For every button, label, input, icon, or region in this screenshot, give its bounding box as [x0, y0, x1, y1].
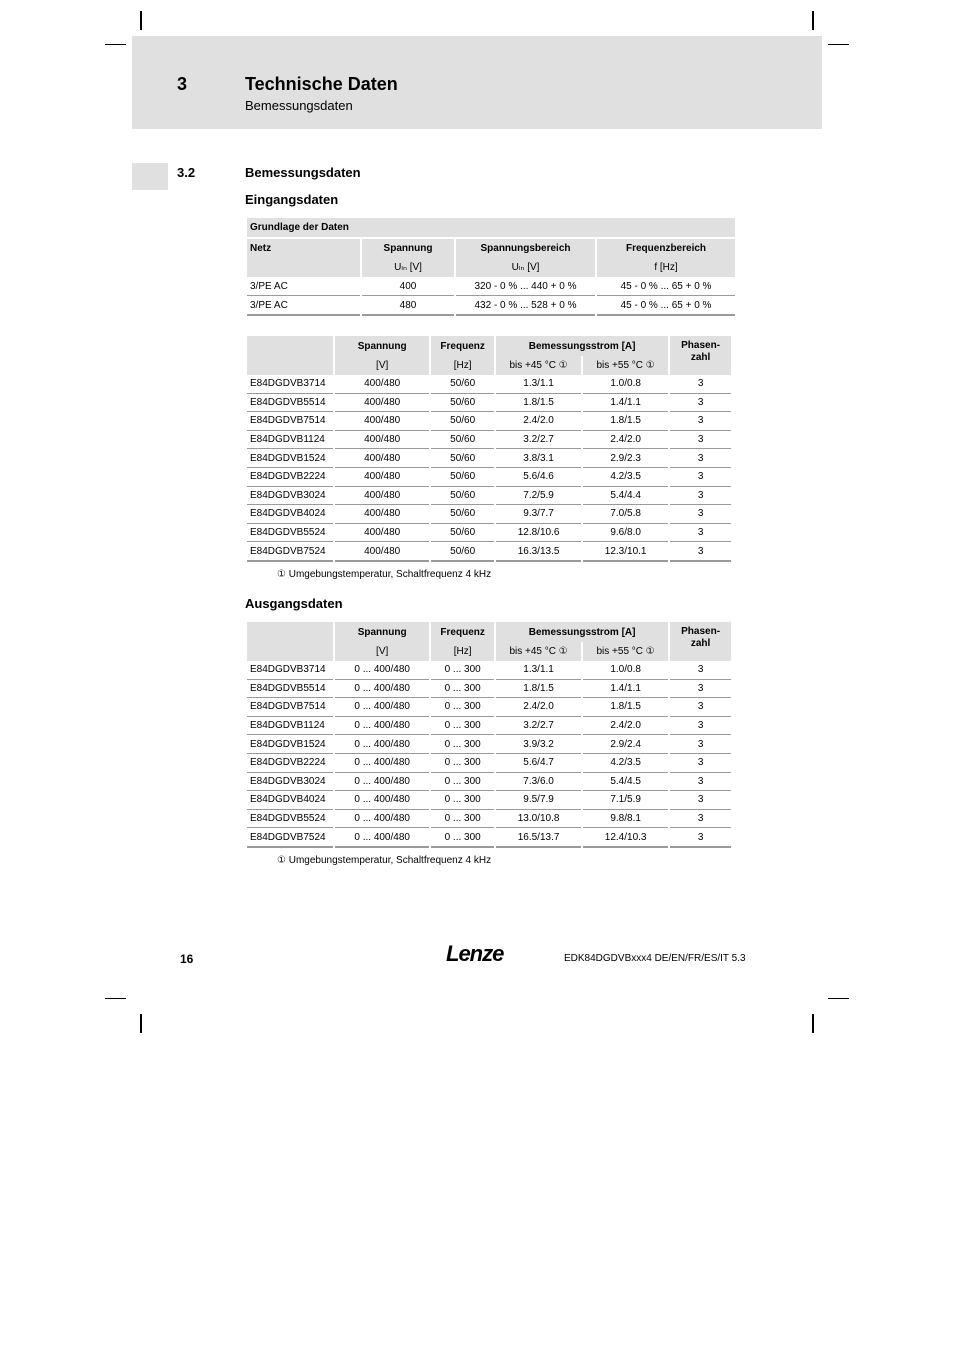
table-cell: 5.6/4.7 — [496, 754, 581, 773]
column-header: Spannung — [335, 336, 429, 356]
table-cell: 50/60 — [431, 412, 494, 431]
input-data-heading: Eingangsdaten — [245, 192, 339, 207]
table-cell: E84DGDVB7524 — [247, 828, 333, 848]
table-cell: 0 ... 300 — [431, 698, 494, 717]
table-cell: 1.0/0.8 — [583, 375, 668, 394]
table-cell: 0 ... 300 — [431, 735, 494, 754]
chapter-title: Technische Daten — [245, 74, 398, 94]
table-cell: 0 ... 400/480 — [335, 810, 429, 829]
section-number: 3.2 — [177, 165, 196, 180]
table-row — [247, 661, 731, 680]
column-header — [247, 336, 333, 375]
table-cell: 7.1/5.9 — [583, 791, 668, 810]
table-cell: 2.4/2.0 — [583, 717, 668, 736]
table-cell: 400 — [362, 277, 454, 296]
table-cell: 16.5/13.7 — [496, 828, 581, 848]
table-cell: 5.4/4.4 — [583, 487, 668, 506]
column-header: Spannung — [335, 622, 429, 642]
table-cell: 3 — [670, 449, 731, 468]
document-reference: EDK84DGDVBxxx4 DE/EN/FR/ES/IT 5.3 — [564, 953, 746, 964]
table-cell: 0 ... 300 — [431, 717, 494, 736]
column-unit: bis +45 °C ① — [496, 642, 581, 661]
column-header — [247, 622, 333, 661]
table-cell: 2.9/2.3 — [583, 449, 668, 468]
table-cell: 1.8/1.5 — [496, 394, 581, 413]
table-cell: E84DGDVB5514 — [247, 394, 333, 413]
table-cell: 50/60 — [431, 487, 494, 506]
table-cell: 3 — [670, 394, 731, 413]
column-unit — [247, 258, 360, 277]
table-cell: 3 — [670, 505, 731, 524]
table-cell: 0 ... 400/480 — [335, 698, 429, 717]
table-row — [247, 717, 731, 736]
table-cell: 1.8/1.5 — [583, 698, 668, 717]
column-unit: bis +45 °C ① — [496, 356, 581, 375]
column-unit: [V] — [335, 356, 429, 375]
column-header: Netz — [247, 237, 360, 258]
table-cell: 50/60 — [431, 505, 494, 524]
table-cell: E84DGDVB2224 — [247, 468, 333, 487]
table-cell: 3.2/2.7 — [496, 717, 581, 736]
table-cell: E84DGDVB1524 — [247, 449, 333, 468]
table-cell: 3.8/3.1 — [496, 449, 581, 468]
table-cell: E84DGDVB1124 — [247, 431, 333, 450]
table-cell: 480 — [362, 296, 454, 316]
table-cell: 0 ... 300 — [431, 754, 494, 773]
table-cell: 3 — [670, 754, 731, 773]
column-unit: Uₗₙ [V] — [456, 258, 595, 277]
table-cell: 3 — [670, 680, 731, 699]
table-cell: 9.8/8.1 — [583, 810, 668, 829]
crop-mark — [812, 11, 814, 30]
chapter-subtitle: Bemessungsdaten — [245, 98, 353, 113]
crop-mark — [105, 998, 126, 999]
table-cell: 5.6/4.6 — [496, 468, 581, 487]
table-row — [247, 828, 731, 848]
table-cell: 50/60 — [431, 468, 494, 487]
table-row — [247, 735, 731, 754]
table-cell: E84DGDVB3024 — [247, 487, 333, 506]
table-cell: 0 ... 400/480 — [335, 773, 429, 792]
table-cell: 45 - 0 % ... 65 + 0 % — [597, 296, 735, 316]
table-row — [247, 449, 731, 468]
input-device-table — [245, 336, 733, 562]
table-cell: 0 ... 300 — [431, 828, 494, 848]
table-cell: 320 - 0 % ... 440 + 0 % — [456, 277, 595, 296]
table-cell: 1.3/1.1 — [496, 661, 581, 680]
table-cell: 2.9/2.4 — [583, 735, 668, 754]
table-cell: 3 — [670, 468, 731, 487]
input-basis-table — [245, 218, 737, 316]
table-cell: E84DGDVB4024 — [247, 791, 333, 810]
table-cell: 50/60 — [431, 431, 494, 450]
table-cell: 0 ... 400/480 — [335, 828, 429, 848]
table-cell: 3 — [670, 773, 731, 792]
table-cell: 400/480 — [335, 524, 429, 543]
table-cell: 1.4/1.1 — [583, 680, 668, 699]
table-cell: 3.2/2.7 — [496, 431, 581, 450]
footnote: ① Umgebungstemperatur, Schaltfrequenz 4 kHz — [277, 569, 492, 580]
table-cell: 7.0/5.8 — [583, 505, 668, 524]
table-cell: 0 ... 400/480 — [335, 754, 429, 773]
table-cell: 3 — [670, 828, 731, 848]
table-cell: 1.8/1.5 — [496, 680, 581, 699]
table-cell: 7.3/6.0 — [496, 773, 581, 792]
chapter-number: 3 — [177, 74, 188, 94]
crop-mark — [828, 998, 849, 999]
table-cell: E84DGDVB3024 — [247, 773, 333, 792]
table-cell: 3 — [670, 412, 731, 431]
table-row — [247, 431, 731, 450]
table-cell: E84DGDVB4024 — [247, 505, 333, 524]
table-cell: 50/60 — [431, 375, 494, 394]
table-cell: 0 ... 400/480 — [335, 735, 429, 754]
table-cell: 3/PE AC — [247, 296, 360, 316]
table-cell: 400/480 — [335, 431, 429, 450]
table-cell: E84DGDVB7514 — [247, 412, 333, 431]
table-cell: E84DGDVB7524 — [247, 542, 333, 562]
table-cell: 13.0/10.8 — [496, 810, 581, 829]
table-cell: 400/480 — [335, 412, 429, 431]
table-cell: 9.3/7.7 — [496, 505, 581, 524]
table-cell: 0 ... 400/480 — [335, 791, 429, 810]
table-cell: 3 — [670, 524, 731, 543]
table-row — [247, 412, 731, 431]
table-row — [247, 810, 731, 829]
column-header: Phasen- zahl — [670, 336, 731, 375]
table-cell: 0 ... 300 — [431, 680, 494, 699]
table-cell: 2.4/2.0 — [583, 431, 668, 450]
table-cell: E84DGDVB3714 — [247, 661, 333, 680]
table-row — [247, 524, 731, 543]
table-cell: 3 — [670, 487, 731, 506]
table-row — [247, 394, 731, 413]
column-unit: bis +55 °C ① — [583, 642, 668, 661]
output-device-table — [245, 622, 733, 848]
table-cell: 400/480 — [335, 505, 429, 524]
table-cell: 16.3/13.5 — [496, 542, 581, 562]
column-unit: [V] — [335, 642, 429, 661]
table-row — [247, 375, 731, 394]
table-cell: 400/480 — [335, 394, 429, 413]
table-cell: 7.2/5.9 — [496, 487, 581, 506]
column-unit: Uₗₙ [V] — [362, 258, 454, 277]
table-cell: 3 — [670, 717, 731, 736]
table-row — [247, 698, 731, 717]
table-cell: 3 — [670, 542, 731, 562]
table-cell: 4.2/3.5 — [583, 468, 668, 487]
column-header: Bemessungsstrom [A] — [496, 336, 668, 356]
column-unit: [Hz] — [431, 642, 494, 661]
crop-mark — [105, 44, 126, 45]
table-cell: 1.4/1.1 — [583, 394, 668, 413]
table-cell: 3 — [670, 810, 731, 829]
column-header: Frequenz — [431, 336, 494, 356]
table-cell: 0 ... 400/480 — [335, 661, 429, 680]
table-cell: 0 ... 300 — [431, 810, 494, 829]
table-row — [247, 487, 731, 506]
table-cell: 50/60 — [431, 449, 494, 468]
column-header: Phasen- zahl — [670, 622, 731, 661]
table-cell: 4.2/3.5 — [583, 754, 668, 773]
crop-mark — [828, 44, 849, 45]
table-cell: E84DGDVB2224 — [247, 754, 333, 773]
brand-logo: Lenze — [446, 941, 504, 966]
table-cell: E84DGDVB1524 — [247, 735, 333, 754]
table-cell: 3 — [670, 791, 731, 810]
table-cell: 3 — [670, 698, 731, 717]
table-cell: 400/480 — [335, 542, 429, 562]
table-cell: 432 - 0 % ... 528 + 0 % — [456, 296, 595, 316]
output-data-heading: Ausgangsdaten — [245, 596, 343, 611]
section-title: Bemessungsdaten — [245, 165, 361, 180]
table-cell: 3.9/3.2 — [496, 735, 581, 754]
table-caption: Grundlage der Daten — [247, 218, 735, 237]
column-unit: [Hz] — [431, 356, 494, 375]
table-cell: 400/480 — [335, 449, 429, 468]
crop-mark — [140, 11, 142, 30]
page-number: 16 — [180, 952, 194, 966]
column-unit: bis +55 °C ① — [583, 356, 668, 375]
table-cell: 12.8/10.6 — [496, 524, 581, 543]
footnote: ① Umgebungstemperatur, Schaltfrequenz 4 kHz — [277, 855, 492, 866]
table-cell: 5.4/4.5 — [583, 773, 668, 792]
table-row — [247, 468, 731, 487]
table-cell: 0 ... 400/480 — [335, 717, 429, 736]
table-row — [247, 505, 731, 524]
table-cell: 50/60 — [431, 394, 494, 413]
table-cell: E84DGDVB5524 — [247, 810, 333, 829]
table-cell: 9.5/7.9 — [496, 791, 581, 810]
table-row — [247, 791, 731, 810]
table-cell: E84DGDVB5514 — [247, 680, 333, 699]
table-cell: 1.3/1.1 — [496, 375, 581, 394]
table-cell: 45 - 0 % ... 65 + 0 % — [597, 277, 735, 296]
table-cell: 50/60 — [431, 542, 494, 562]
table-cell: 400/480 — [335, 468, 429, 487]
table-row — [247, 542, 731, 562]
table-cell: E84DGDVB5524 — [247, 524, 333, 543]
table-cell: 3 — [670, 375, 731, 394]
column-header: Frequenz — [431, 622, 494, 642]
table-cell: 3 — [670, 661, 731, 680]
table-cell: 0 ... 300 — [431, 661, 494, 680]
column-header: Spannungsbereich — [456, 237, 595, 258]
table-cell: 2.4/2.0 — [496, 412, 581, 431]
table-cell: 3/PE AC — [247, 277, 360, 296]
table-cell: 9.6/8.0 — [583, 524, 668, 543]
table-cell: E84DGDVB3714 — [247, 375, 333, 394]
column-header: Bemessungsstrom [A] — [496, 622, 668, 642]
table-cell: 0 ... 300 — [431, 791, 494, 810]
table-cell: 0 ... 400/480 — [335, 680, 429, 699]
section-marker — [132, 163, 168, 190]
column-unit: f [Hz] — [597, 258, 735, 277]
column-header: Spannung — [362, 237, 454, 258]
table-row — [247, 680, 731, 699]
crop-mark — [812, 1014, 814, 1033]
table-cell: 1.0/0.8 — [583, 661, 668, 680]
table-row — [247, 754, 731, 773]
table-cell: 400/480 — [335, 375, 429, 394]
table-cell: E84DGDVB1124 — [247, 717, 333, 736]
table-cell: 2.4/2.0 — [496, 698, 581, 717]
crop-mark — [140, 1014, 142, 1033]
table-cell: 0 ... 300 — [431, 773, 494, 792]
chapter-header-band — [132, 36, 822, 129]
table-cell: 400/480 — [335, 487, 429, 506]
table-cell: 3 — [670, 735, 731, 754]
table-cell: 12.3/10.1 — [583, 542, 668, 562]
table-cell: E84DGDVB7514 — [247, 698, 333, 717]
table-cell: 50/60 — [431, 524, 494, 543]
table-row — [247, 277, 735, 296]
column-header: Frequenzbereich — [597, 237, 735, 258]
table-row — [247, 296, 735, 316]
table-cell: 1.8/1.5 — [583, 412, 668, 431]
table-row — [247, 773, 731, 792]
table-cell: 3 — [670, 431, 731, 450]
table-cell: 12.4/10.3 — [583, 828, 668, 848]
